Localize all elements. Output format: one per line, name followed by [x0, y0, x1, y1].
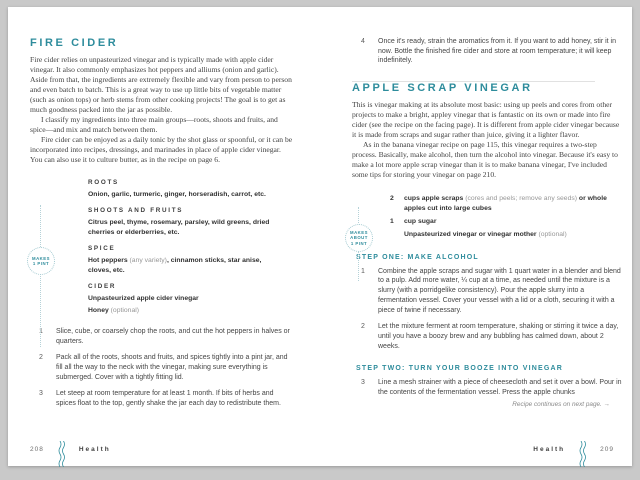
step-number: 4 — [361, 38, 365, 45]
badge-dotted-rule — [40, 205, 41, 347]
yield-badge-line: 1 PINT — [32, 261, 50, 266]
step-number: 1 — [361, 267, 365, 275]
step-section-heading: STEP ONE: MAKE ALCOHOL — [356, 253, 479, 261]
ingredient-quantity: 1 — [390, 217, 394, 225]
step-row — [352, 37, 622, 66]
ingredient-group-header: SHOOTS AND FRUITS — [88, 207, 184, 215]
step-row — [352, 267, 622, 316]
carryover-steps — [352, 37, 622, 66]
ingredient-item: Onion, garlic, turmeric, ginger, horseradish, carrot, etc. — [88, 191, 266, 198]
yield-badge-line: MAKES — [31, 255, 51, 261]
ingredient-text: Unpasteurized vinegar or vinegar mother (optional) — [404, 231, 567, 239]
step-number: 2 — [361, 323, 365, 331]
ingredient-quantity — [390, 230, 404, 239]
yield-badge — [27, 247, 55, 275]
step-text: Once it's ready, strain the aromatics from it. If you want to add honey, stir it in now. Bottle the finished fire cider and store at room temperature; it will keep indefinitely. — [378, 38, 617, 65]
page-number: 209 — [600, 445, 614, 453]
step-number: 1 — [39, 327, 43, 335]
step-row — [30, 327, 292, 346]
step-text: Combine the apple scraps and sugar with 1 quart water in a blender and blend to a pulp. Add more water, ¼ cup at a time, as needed until the mixture is a slurry (with a porridgelike consistency). Pour the apple slurry into a fermentation vessel. Cover your vessel with a lid or a cloth, securing it with a piece of twine if necessary. — [378, 267, 621, 314]
method-steps — [352, 267, 622, 352]
yield-badge — [345, 224, 373, 252]
step-row — [30, 353, 292, 382]
book-spread — [8, 7, 632, 466]
page-number: 208 — [30, 445, 44, 453]
step-number: 2 — [39, 354, 43, 362]
ingredient-text: cups apple scraps (cores and peels; remove any seeds) or whole apples cut into large cubes — [404, 195, 607, 212]
intro-paragraph: Fire cider can be enjoyed as a daily tonic by the shot glass or spoonful, or it can be incorporated into recipes, dressings, and marinades in place of apple cider vinegar. You can also use it to culture butter, as in the recipe on page 6. — [30, 135, 293, 164]
ingredient-item: Hot peppers (any variety), cinnamon sticks, star anise, cloves, etc. — [88, 257, 262, 274]
yield-badge-line: ABOUT — [350, 235, 368, 241]
ingredients-list — [88, 179, 284, 316]
page-footer — [30, 444, 111, 454]
ingredient-text: cup sugar — [404, 217, 437, 225]
intro-paragraph: Fire cider relies on unpasteurized vinegar and is typically made with apple cider vinegar. It also commonly emphasizes hot peppers and alliums (onion and garlic). Aside from that, the ingredients are extremely flexible and vary from person to person and even batch to batch. This is a great way to use up little bits of vegetable matter (such as onion tops) or herb stems from other cooking projects! The goal is to get as much goodness packed into the jar as possible. — [30, 55, 292, 114]
ingredient-item: Honey (optional) — [88, 307, 140, 315]
wavy-lines-icon — [578, 441, 587, 472]
step-number: 3 — [39, 390, 43, 398]
step-row — [30, 389, 292, 408]
ingredient-group-header: ROOTS — [88, 179, 119, 186]
ingredient-item: Citrus peel, thyme, rosemary, parsley, wild greens, dried cherries or elderberries, etc. — [88, 219, 270, 236]
page-footer — [533, 444, 614, 454]
step-row — [352, 378, 622, 397]
intro-paragraph: This is vinegar making at its absolute most basic: using up peels and cores from other projects to make a bright, appley vinegar that is fantastic on its own or made into fire cider (see the recipe on the facing page). It is different from apple cider vinegar because it is made from scraps and sugar rather than juice, giving it a lighter flavor. — [352, 100, 620, 140]
yield-badge-line: 1 PINT — [350, 240, 368, 246]
step-text: Let steep at room temperature for at least 1 month. If bits of herbs and spices float to the top, gently shake the jar each day to redistribute them. — [56, 390, 281, 408]
page-left — [8, 7, 320, 466]
step-text: Slice, cube, or coarsely chop the roots, and cut the hot peppers in halves or quarters. — [56, 327, 290, 345]
page-right — [320, 7, 632, 466]
wavy-lines-icon — [57, 441, 66, 472]
ingredient-quantity: 2 — [390, 195, 394, 203]
ingredient-row — [390, 217, 615, 226]
step-text: Line a mesh strainer with a piece of cheesecloth and set it over a bowl. Pour in the contents of the fermentation vessel. Press the apple chunks — [378, 379, 622, 397]
recipe-title-apple-scrap-vinegar: APPLE SCRAP VINEGAR — [352, 82, 533, 95]
step-row — [352, 322, 622, 351]
yield-badge-line: MAKES — [349, 229, 369, 235]
recipe-title-fire-cider: FIRE CIDER — [30, 37, 119, 49]
step-text: Let the mixture ferment at room temperature, shaking or stirring it twice a day, until you have a boozy brew and any bubbling has calmed down, about 2 weeks. — [378, 323, 619, 350]
method-steps — [352, 378, 622, 397]
step-text: Pack all of the roots, shoots and fruits, and spices tightly into a pint jar, and fill all the way to the neck with the vinegar, making sure everything is submerged. Cover with a tightly fitting lid. — [56, 354, 288, 381]
ingredient-group-header: SPICE — [88, 245, 116, 253]
section-label: Health — [533, 445, 566, 453]
section-label: Health — [78, 445, 111, 453]
ingredient-row — [390, 230, 615, 239]
method-steps — [30, 327, 292, 409]
ingredients-list — [390, 194, 615, 240]
step-section-heading: STEP TWO: TURN YOUR BOOZE INTO VINEGAR — [356, 365, 563, 373]
ingredient-row — [390, 194, 615, 213]
ingredient-group-header: CIDER — [88, 283, 117, 291]
ingredient-item: Unpasteurized apple cider vinegar — [88, 295, 199, 303]
step-number: 3 — [361, 379, 365, 387]
continuation-note: Recipe continues on next page. → — [512, 400, 610, 408]
intro-paragraph: As in the banana vinegar recipe on page 115, this vinegar requires a two-step process. Basically, make alcohol, then turn the alcohol into vinegar. Because it's easy to make a lot more apple scrap vinegar than it is to make banana vinegar, I've included some tips for storing your vinegar on page 210. — [352, 140, 618, 180]
intro-paragraph: I classify my ingredients into three main groups—roots, shoots and fruits, and spice—and mix and match between them. — [30, 115, 278, 134]
